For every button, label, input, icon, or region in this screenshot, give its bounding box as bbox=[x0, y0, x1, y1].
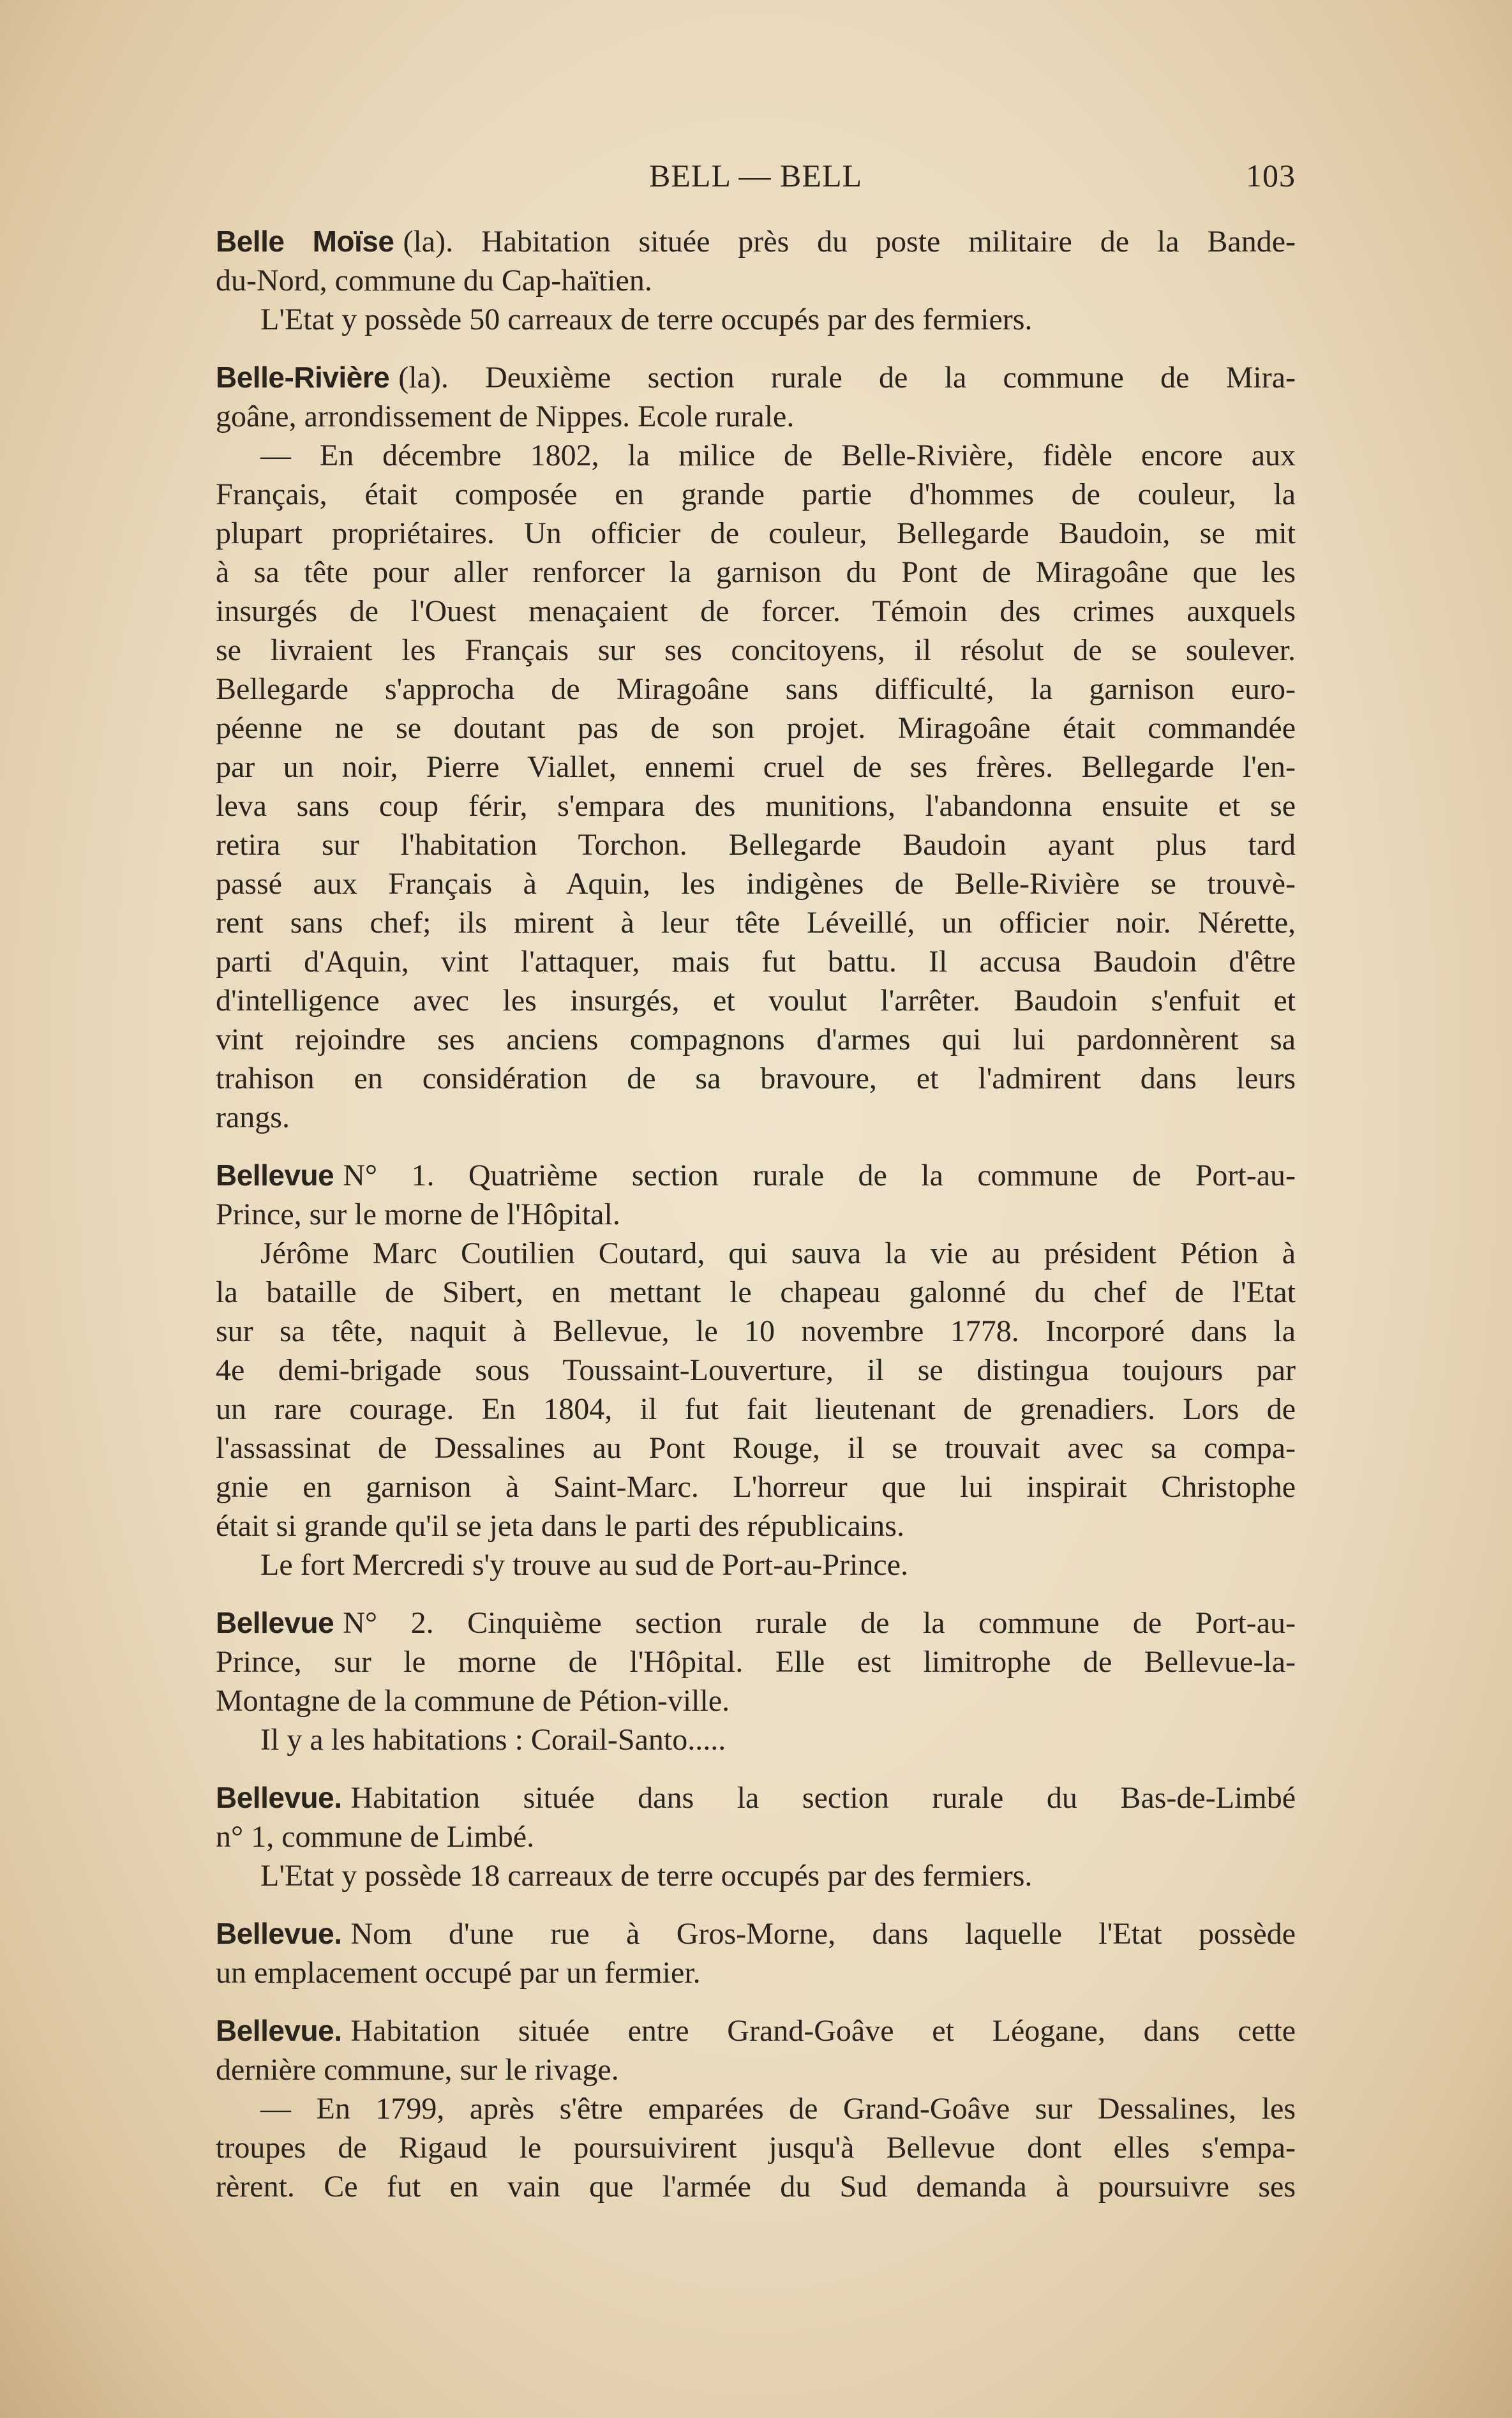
entry-headword: Bellevue. bbox=[216, 1781, 342, 1814]
line-text: trahison en considération de sa bravoure, et l'admirent dans leurs bbox=[216, 1062, 1296, 1095]
text-line bbox=[216, 1429, 1296, 1468]
line-text: n° 1, commune de Limbé. bbox=[216, 1820, 535, 1854]
running-head bbox=[216, 157, 1296, 198]
line-text: insurgés de l'Ouest menaçaient de forcer. Témoin des crimes auxquels bbox=[216, 594, 1296, 628]
text-line bbox=[216, 1603, 1296, 1642]
line-text: par un noir, Pierre Viallet, ennemi cruel de ses frères. Bellegarde l'en- bbox=[216, 750, 1296, 784]
text-line bbox=[216, 1390, 1296, 1429]
text-line bbox=[216, 2128, 1296, 2167]
text-line bbox=[216, 1156, 1296, 1195]
text-line bbox=[216, 942, 1296, 981]
text-line bbox=[216, 475, 1296, 514]
text-line bbox=[216, 1098, 1296, 1137]
text-line bbox=[216, 747, 1296, 786]
dictionary-entry bbox=[216, 1156, 1296, 1584]
line-text: retira sur l'habitation Torchon. Bellegarde Baudoin ayant plus tard bbox=[216, 828, 1296, 862]
text-line bbox=[216, 825, 1296, 864]
line-text: se livraient les Français sur ses concitoyens, il résolut de se soulever. bbox=[216, 633, 1296, 667]
text-line bbox=[216, 670, 1296, 709]
text-line bbox=[216, 1312, 1296, 1351]
text-line bbox=[216, 1914, 1296, 1953]
line-text: Jérôme Marc Coutilien Coutard, qui sauva la vie au président Pétion à bbox=[260, 1236, 1296, 1270]
text-line bbox=[216, 1817, 1296, 1856]
text-line bbox=[216, 1681, 1296, 1720]
text-line bbox=[216, 1720, 1296, 1759]
text-line bbox=[216, 786, 1296, 825]
text-line bbox=[216, 1545, 1296, 1584]
line-text: l'assassinat de Dessalines au Pont Rouge, il se trouvait avec sa compa- bbox=[216, 1431, 1296, 1465]
text-line bbox=[216, 2167, 1296, 2206]
line-text: troupes de Rigaud le poursuivirent jusqu'à Bellevue dont elles s'empa- bbox=[216, 2131, 1296, 2165]
line-text: la bataille de Sibert, en mettant le chapeau galonné du chef de l'Etat bbox=[216, 1275, 1296, 1309]
text-line bbox=[216, 553, 1296, 592]
line-text: N° 1. Quatrième section rurale de la commune de Port-au- bbox=[343, 1159, 1296, 1192]
entry-headword: Bellevue bbox=[216, 1606, 334, 1639]
text-line bbox=[216, 2089, 1296, 2128]
line-text: Bellegarde s'approcha de Miragoâne sans difficulté, la garnison euro- bbox=[216, 672, 1296, 706]
dictionary-entry bbox=[216, 2011, 1296, 2206]
line-text: Prince, sur le morne de l'Hôpital. bbox=[216, 1198, 620, 1231]
line-text: sur sa tête, naquit à Bellevue, le 10 novembre 1778. Incorporé dans la bbox=[216, 1314, 1296, 1348]
line-text: rangs. bbox=[216, 1100, 290, 1134]
running-head-title: BELL — BELL bbox=[648, 158, 863, 193]
text-line bbox=[216, 1468, 1296, 1506]
text-line bbox=[216, 1642, 1296, 1681]
text-line bbox=[216, 261, 1296, 300]
line-text: Habitation située entre Grand-Goâve et Léogane, dans cette bbox=[350, 2014, 1296, 2048]
text-line bbox=[216, 864, 1296, 903]
page-body bbox=[216, 222, 1296, 2225]
line-text: Le fort Mercredi s'y trouve au sud de Port-au-Prince. bbox=[260, 1548, 908, 1582]
text-line bbox=[216, 592, 1296, 631]
text-line bbox=[216, 1856, 1296, 1895]
text-line bbox=[216, 1195, 1296, 1234]
text-line bbox=[216, 1778, 1296, 1817]
dictionary-entry bbox=[216, 1778, 1296, 1895]
line-text: leva sans coup férir, s'empara des munitions, l'abandonna ensuite et se bbox=[216, 789, 1296, 823]
text-line bbox=[216, 397, 1296, 436]
line-text: (la). Deuxième section rurale de la commune de Mira- bbox=[398, 361, 1296, 394]
line-text: goâne, arrondissement de Nippes. Ecole rurale. bbox=[216, 400, 795, 433]
line-text: plupart propriétaires. Un officier de couleur, Bellegarde Baudoin, se mit bbox=[216, 516, 1296, 550]
line-text: péenne ne se doutant pas de son projet. Miragoâne était commandée bbox=[216, 711, 1296, 745]
text-line bbox=[216, 1059, 1296, 1098]
entry-headword: Belle-Rivière bbox=[216, 361, 390, 394]
text-line bbox=[216, 1273, 1296, 1312]
text-line bbox=[216, 1020, 1296, 1059]
page-number: 103 bbox=[1246, 158, 1296, 193]
entry-headword: Bellevue. bbox=[216, 1917, 342, 1950]
text-line bbox=[216, 514, 1296, 553]
text-line bbox=[216, 1351, 1296, 1390]
entry-headword: Belle Moïse bbox=[216, 225, 394, 258]
line-text: Il y a les habitations : Corail-Santo..... bbox=[260, 1723, 726, 1757]
line-text: parti d'Aquin, vint l'attaquer, mais fut battu. Il accusa Baudoin d'être bbox=[216, 945, 1296, 979]
line-text: L'Etat y possède 50 carreaux de terre occupés par des fermiers. bbox=[260, 303, 1033, 336]
line-text: d'intelligence avec les insurgés, et voulut l'arrêter. Baudoin s'enfuit et bbox=[216, 984, 1296, 1018]
line-text: un rare courage. En 1804, il fut fait lieutenant de grenadiers. Lors de bbox=[216, 1392, 1296, 1426]
text-line bbox=[216, 709, 1296, 747]
line-text: était si grande qu'il se jeta dans le parti des républicains. bbox=[216, 1509, 904, 1543]
line-text: du-Nord, commune du Cap-haïtien. bbox=[216, 264, 652, 297]
line-text: N° 2. Cinquième section rurale de la commune de Port-au- bbox=[343, 1606, 1296, 1640]
line-text: un emplacement occupé par un fermier. bbox=[216, 1956, 701, 1990]
entry-headword: Bellevue bbox=[216, 1159, 334, 1192]
text-line bbox=[216, 2050, 1296, 2089]
line-text: Montagne de la commune de Pétion-ville. bbox=[216, 1684, 730, 1718]
text-line bbox=[216, 222, 1296, 261]
text-line bbox=[216, 1506, 1296, 1545]
text-line bbox=[216, 903, 1296, 942]
line-text: Prince, sur le morne de l'Hôpital. Elle est limitrophe de Bellevue-la- bbox=[216, 1645, 1296, 1679]
line-text: Nom d'une rue à Gros-Morne, dans laquelle l'Etat possède bbox=[350, 1917, 1296, 1951]
line-text: L'Etat y possède 18 carreaux de terre occupés par des fermiers. bbox=[260, 1859, 1033, 1893]
line-text: Habitation située dans la section rurale du Bas-de-Limbé bbox=[350, 1781, 1296, 1815]
text-line bbox=[216, 1953, 1296, 1992]
line-text: rent sans chef; ils mirent à leur tête Léveillé, un officier noir. Nérette, bbox=[216, 906, 1296, 940]
line-text: passé aux Français à Aquin, les indigènes de Belle-Rivière se trouvè- bbox=[216, 867, 1296, 901]
line-text: — En 1799, après s'être emparées de Grand-Goâve sur Dessalines, les bbox=[260, 2092, 1296, 2126]
dictionary-entry bbox=[216, 1603, 1296, 1759]
text-line bbox=[216, 300, 1296, 339]
line-text: dernière commune, sur le rivage. bbox=[216, 2053, 619, 2087]
line-text: (la). Habitation située près du poste militaire de la Bande- bbox=[403, 225, 1296, 259]
line-text: — En décembre 1802, la milice de Belle-Rivière, fidèle encore aux bbox=[260, 439, 1296, 472]
text-line bbox=[216, 631, 1296, 670]
line-text: gnie en garnison à Saint-Marc. L'horreur que lui inspirait Christophe bbox=[216, 1470, 1296, 1504]
text-line bbox=[216, 358, 1296, 397]
line-text: rèrent. Ce fut en vain que l'armée du Sud demanda à poursuivre ses bbox=[216, 2170, 1296, 2204]
line-text: à sa tête pour aller renforcer la garnison du Pont de Miragoâne que les bbox=[216, 555, 1296, 589]
text-line bbox=[216, 2011, 1296, 2050]
dictionary-entry bbox=[216, 1914, 1296, 1992]
text-line bbox=[216, 436, 1296, 475]
line-text: 4e demi-brigade sous Toussaint-Louverture, il se distingua toujours par bbox=[216, 1353, 1296, 1387]
text-line bbox=[216, 981, 1296, 1020]
entry-headword: Bellevue. bbox=[216, 2014, 342, 2047]
line-text: Français, était composée en grande partie d'hommes de couleur, la bbox=[216, 477, 1296, 511]
dictionary-entry bbox=[216, 358, 1296, 1137]
dictionary-entry bbox=[216, 222, 1296, 339]
text-line bbox=[216, 1234, 1296, 1273]
line-text: vint rejoindre ses anciens compagnons d'armes qui lui pardonnèrent sa bbox=[216, 1023, 1296, 1056]
